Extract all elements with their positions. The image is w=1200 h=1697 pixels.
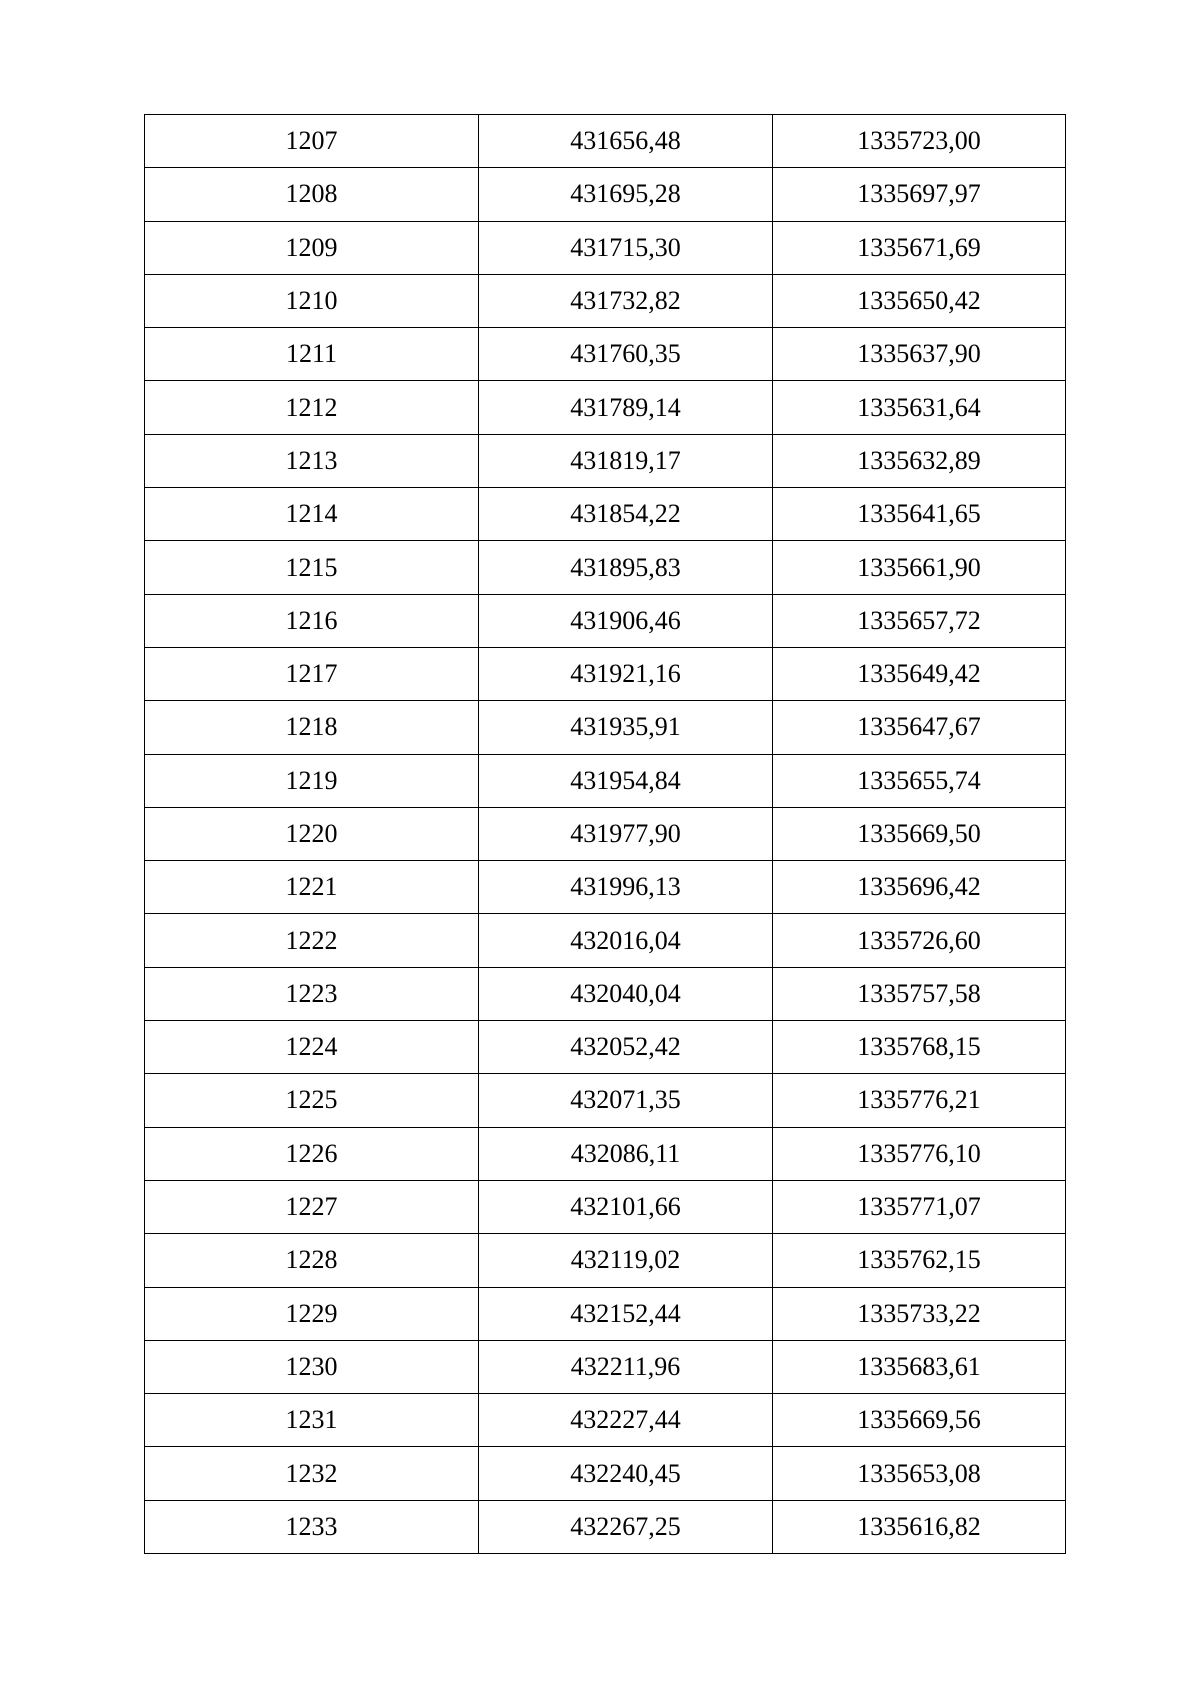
table-row <box>145 274 1066 327</box>
point-number-cell: 1230 <box>145 1340 479 1393</box>
y-coordinate-cell: 1335616,82 <box>773 1500 1066 1553</box>
table-row <box>145 1500 1066 1553</box>
y-coordinate-cell: 1335650,42 <box>773 274 1066 327</box>
table-row <box>145 1287 1066 1340</box>
y-coordinate-cell: 1335641,65 <box>773 488 1066 541</box>
y-coordinate-cell: 1335671,69 <box>773 221 1066 274</box>
y-coordinate-cell: 1335637,90 <box>773 328 1066 381</box>
x-coordinate-cell: 431789,14 <box>479 381 773 434</box>
point-number-cell: 1227 <box>145 1180 479 1233</box>
table-row <box>145 701 1066 754</box>
y-coordinate-cell: 1335771,07 <box>773 1180 1066 1233</box>
x-coordinate-cell: 432211,96 <box>479 1340 773 1393</box>
x-coordinate-cell: 431996,13 <box>479 861 773 914</box>
table-row <box>145 328 1066 381</box>
point-number-cell: 1224 <box>145 1021 479 1074</box>
table-row <box>145 1021 1066 1074</box>
point-number-cell: 1221 <box>145 861 479 914</box>
y-coordinate-cell: 1335661,90 <box>773 541 1066 594</box>
x-coordinate-cell: 431921,16 <box>479 647 773 700</box>
x-coordinate-cell: 432016,04 <box>479 914 773 967</box>
point-number-cell: 1233 <box>145 1500 479 1553</box>
table-row <box>145 594 1066 647</box>
table-row <box>145 967 1066 1020</box>
table-row <box>145 1074 1066 1127</box>
y-coordinate-cell: 1335762,15 <box>773 1234 1066 1287</box>
table-row <box>145 1340 1066 1393</box>
y-coordinate-cell: 1335697,97 <box>773 168 1066 221</box>
x-coordinate-cell: 432119,02 <box>479 1234 773 1287</box>
y-coordinate-cell: 1335631,64 <box>773 381 1066 434</box>
y-coordinate-cell: 1335757,58 <box>773 967 1066 1020</box>
point-number-cell: 1220 <box>145 807 479 860</box>
y-coordinate-cell: 1335776,10 <box>773 1127 1066 1180</box>
y-coordinate-cell: 1335776,21 <box>773 1074 1066 1127</box>
point-number-cell: 1212 <box>145 381 479 434</box>
point-number-cell: 1211 <box>145 328 479 381</box>
x-coordinate-cell: 431695,28 <box>479 168 773 221</box>
x-coordinate-cell: 431895,83 <box>479 541 773 594</box>
table-row <box>145 807 1066 860</box>
point-number-cell: 1218 <box>145 701 479 754</box>
point-number-cell: 1228 <box>145 1234 479 1287</box>
y-coordinate-cell: 1335653,08 <box>773 1447 1066 1500</box>
point-number-cell: 1210 <box>145 274 479 327</box>
table-row <box>145 115 1066 168</box>
x-coordinate-cell: 432152,44 <box>479 1287 773 1340</box>
point-number-cell: 1219 <box>145 754 479 807</box>
x-coordinate-cell: 431906,46 <box>479 594 773 647</box>
x-coordinate-cell: 431854,22 <box>479 488 773 541</box>
table-row <box>145 754 1066 807</box>
point-number-cell: 1225 <box>145 1074 479 1127</box>
x-coordinate-cell: 432240,45 <box>479 1447 773 1500</box>
point-number-cell: 1229 <box>145 1287 479 1340</box>
y-coordinate-cell: 1335657,72 <box>773 594 1066 647</box>
coordinates-table <box>144 114 1066 1554</box>
point-number-cell: 1223 <box>145 967 479 1020</box>
table-row <box>145 434 1066 487</box>
table-row <box>145 381 1066 434</box>
x-coordinate-cell: 431954,84 <box>479 754 773 807</box>
table-row <box>145 221 1066 274</box>
x-coordinate-cell: 432101,66 <box>479 1180 773 1233</box>
y-coordinate-cell: 1335669,50 <box>773 807 1066 860</box>
x-coordinate-cell: 431760,35 <box>479 328 773 381</box>
x-coordinate-cell: 431656,48 <box>479 115 773 168</box>
point-number-cell: 1215 <box>145 541 479 594</box>
point-number-cell: 1216 <box>145 594 479 647</box>
y-coordinate-cell: 1335632,89 <box>773 434 1066 487</box>
point-number-cell: 1222 <box>145 914 479 967</box>
point-number-cell: 1232 <box>145 1447 479 1500</box>
table-row <box>145 1447 1066 1500</box>
y-coordinate-cell: 1335723,00 <box>773 115 1066 168</box>
y-coordinate-cell: 1335669,56 <box>773 1394 1066 1447</box>
table-row <box>145 861 1066 914</box>
point-number-cell: 1207 <box>145 115 479 168</box>
table-row <box>145 1394 1066 1447</box>
y-coordinate-cell: 1335726,60 <box>773 914 1066 967</box>
table-row <box>145 541 1066 594</box>
x-coordinate-cell: 431935,91 <box>479 701 773 754</box>
x-coordinate-cell: 432267,25 <box>479 1500 773 1553</box>
table-row <box>145 168 1066 221</box>
point-number-cell: 1213 <box>145 434 479 487</box>
point-number-cell: 1217 <box>145 647 479 700</box>
coordinates-table-body <box>145 115 1066 1554</box>
y-coordinate-cell: 1335647,67 <box>773 701 1066 754</box>
table-row <box>145 1127 1066 1180</box>
x-coordinate-cell: 431819,17 <box>479 434 773 487</box>
point-number-cell: 1209 <box>145 221 479 274</box>
point-number-cell: 1208 <box>145 168 479 221</box>
x-coordinate-cell: 432227,44 <box>479 1394 773 1447</box>
y-coordinate-cell: 1335768,15 <box>773 1021 1066 1074</box>
y-coordinate-cell: 1335733,22 <box>773 1287 1066 1340</box>
table-row <box>145 1234 1066 1287</box>
y-coordinate-cell: 1335655,74 <box>773 754 1066 807</box>
point-number-cell: 1214 <box>145 488 479 541</box>
point-number-cell: 1231 <box>145 1394 479 1447</box>
y-coordinate-cell: 1335696,42 <box>773 861 1066 914</box>
table-row <box>145 914 1066 967</box>
table-row <box>145 488 1066 541</box>
x-coordinate-cell: 432086,11 <box>479 1127 773 1180</box>
x-coordinate-cell: 431732,82 <box>479 274 773 327</box>
table-row <box>145 647 1066 700</box>
table-row <box>145 1180 1066 1233</box>
x-coordinate-cell: 431977,90 <box>479 807 773 860</box>
y-coordinate-cell: 1335683,61 <box>773 1340 1066 1393</box>
point-number-cell: 1226 <box>145 1127 479 1180</box>
x-coordinate-cell: 432071,35 <box>479 1074 773 1127</box>
y-coordinate-cell: 1335649,42 <box>773 647 1066 700</box>
x-coordinate-cell: 432052,42 <box>479 1021 773 1074</box>
x-coordinate-cell: 432040,04 <box>479 967 773 1020</box>
x-coordinate-cell: 431715,30 <box>479 221 773 274</box>
